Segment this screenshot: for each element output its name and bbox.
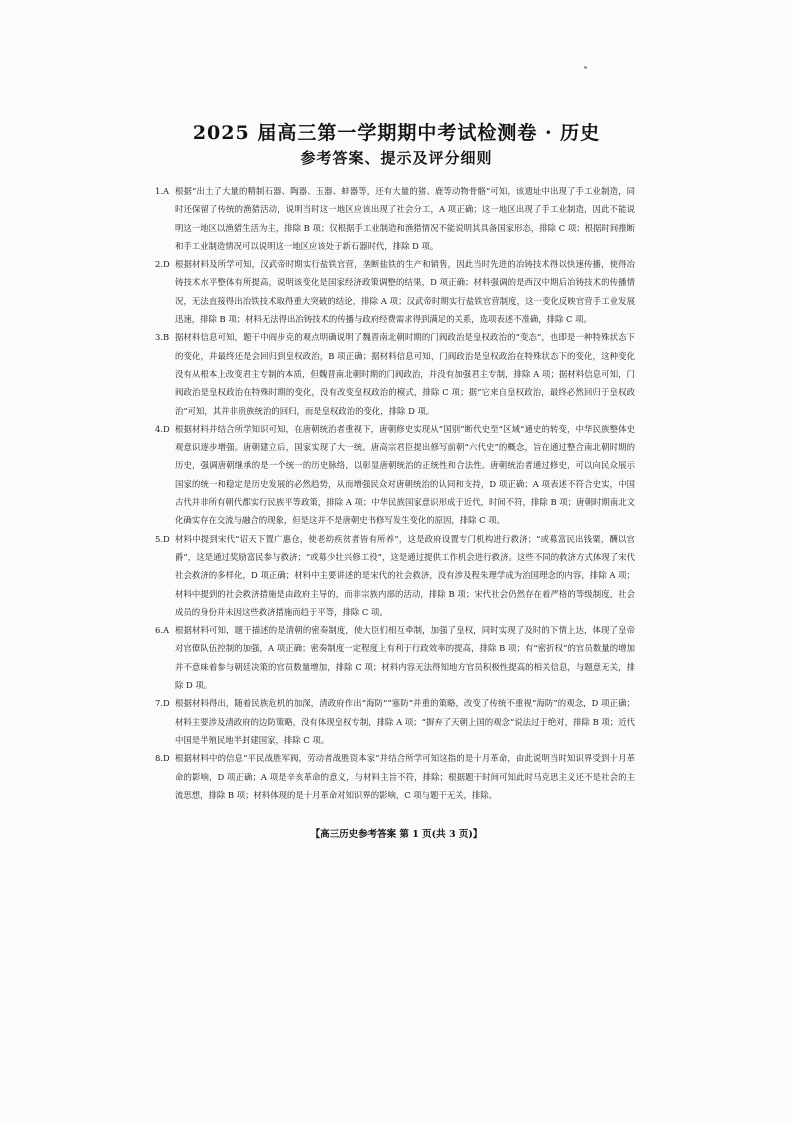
answer-number: 5.D xyxy=(155,533,170,544)
answer-text: 据材料信息可知，题干中阎步克的观点明确说明了魏晋南北朝时期的门阀政治是皇权政治的“变态”，也即是一种特殊状态下的变化，并最终还是会回归到皇权政治，B 项正确；据材料信息可知，门阀政治是皇权政治在特殊状态下的变化，这种变化没有从根本上改变君主专制的本质，但魏晋南北朝时期的门阀政治，并没有加强君主专制，排除 A 项；据材料信息可知，门阀政治是皇权政治在特殊时期的变化，没有改变皇权政治的模式，排除 C 项；据“它来自皇权政治，最终必然回归于皇权政治”可知，其并非贵族统治的回归，而是皇权政治的变化，排除 D 项。 xyxy=(175,332,635,416)
answer-number: 8.D xyxy=(155,753,170,764)
answer-text: 根据材料并结合所学知识可知，在唐朝统治者重视下，唐朝修史实现从“国别”断代史至“区域”通史的转变，中华民族整体史观意识逐步增强。唐朝建立后，国家实现了大一统。唐高宗君臣提出修写前朝“六代史”的概念，旨在通过整合南北朝时期的历史，强调唐朝继承的是一个统一的历史脉络，以彰显唐朝统治的正统性和合法性。唐朝统治者通过修史，可以向民众展示国家的统一和稳定是历史发展的必然趋势，从而增强民众对唐朝统治的认同和支持，D 项正确；A 项表述不符合史实，中国古代并非所有朝代都实行民族平等政策，排除 A 项；中华民族国家意识形成于近代，时间不符，排除 B 项；唐朝时期南北文化确实存在交流与融合的现象，但是这并不是唐朝史书修写发生变化的原因，排除 C 项。 xyxy=(175,423,635,526)
answer-text: 根据材料可知，题干描述的是清朝的密奏制度，使大臣们相互牵制，加强了皇权，同时实现了及时的下情上达，体现了皇帝对官僚队伍控制的加强，A 项正确；密奏制度一定程度上有利于行政效率的提高，排除 B 项；有“密折权”的官员数量的增加并不意味着参与朝廷决策的官员数量增加，排除 C 项；材料内容无法得知地方官员积极性提高的相关信息，与题意无关，排除 D 项。 xyxy=(175,625,635,691)
answer-text: 根据“出土了大量的精制石器、陶器、玉器、蚌器等，还有大量的猪、鹿等动物骨骼”可知，该遗址中出现了手工业制造，同时还保留了传统的渔猎活动，说明当时这一地区应该出现了社会分工，A 项正确；这一地区出现了手工业制造，因此不能说明这一地区以渔猎生活为主，排除 B 项；仅根据手工业制造和渔猎情况不能说明其具备国家形态，排除 C 项；根据时间推断和手工业制造情况可以说明这一地区应该处于新石器时代，排除 D 项。 xyxy=(175,186,635,251)
answer-item-6 xyxy=(155,621,635,694)
answer-number: 7.D xyxy=(155,698,170,709)
page-footer: 【高三历史参考答案 第 1 页(共 3 页)】 xyxy=(310,829,483,840)
answer-number: 1.A xyxy=(155,186,170,196)
answer-number: 4.D xyxy=(155,423,170,434)
answer-item-2 xyxy=(155,255,635,328)
answer-item-4 xyxy=(155,420,635,530)
answer-text: 根据材料得出，随着民族危机的加深，清政府作出“海防”“塞防”并重的策略，改变了传统不重视“海防”的观念，D 项正确；材料主要涉及清政府的边防策略，没有体现皇权专制，排除 A 项；“摒弃了天朝上国的观念”说法过于绝对，排除 B 项；近代中国是半殖民地半封建国家，排除 C 项。 xyxy=(175,698,635,745)
answer-text: 材料中提到宋代“诏天下置广惠仓，使老幼疾贫者皆有所养”，这是政府设置专门机构进行救济；“或募富民出钱粟，酬以官爵”，这是通过奖励富民参与救济；“或募少壮兴修工役”，这是通过提供工作机会进行救济。这些不同的救济方式体现了宋代社会救济的多样化，D 项正确；材料中主要讲述的是宋代的社会救济，没有涉及程朱理学成为治国理念的内容，排除 A 项；材料中提到的社会救济措施是由政府主导的，而非宗族内部的活动，排除 B 项；宋代社会仍然存在着严格的等级制度，社会成员的身份并未因这些救济措施而趋于平等，排除 C 项。 xyxy=(175,533,635,617)
answer-number: 2.D xyxy=(155,259,170,270)
page-title: 2025 届高三第一学期期中考试检测卷 · 历史 xyxy=(192,122,601,144)
answer-number: 6.A xyxy=(155,625,170,636)
answer-list xyxy=(155,182,635,804)
answer-item-8 xyxy=(155,749,635,804)
answer-text: 根据材料及所学可知，汉武帝时期实行盐铁官营，垄断盐铁的生产和销售，因此当时先进的冶铸技术得以快速传播，使得冶铸技术水平整体有所提高，说明该变化是国家经济政策调整的结果，D 项正确；材料强调的是西汉中期后冶铸技术的传播情况，无法直接得出冶铁技术取得重大突破的结论，排除 A 项；汉武帝时期实行盐铁官营制度，这一变化反映官营手工业发展迅速，排除 B 项；材料无法得出冶铸技术的传播与政府经费需求得到满足的关系，选项表述不准确，排除 C 项。 xyxy=(175,259,635,325)
scan-speck xyxy=(584,66,587,69)
page-subtitle: 参考答案、提示及评分细则 xyxy=(300,149,493,167)
answer-item-3 xyxy=(155,328,635,419)
answer-item-5 xyxy=(155,530,635,621)
answer-number: 3.B xyxy=(155,332,170,343)
answer-item-1 xyxy=(155,182,635,255)
answer-item-7 xyxy=(155,694,635,749)
answer-text: 根据材料中的信息“平民战胜军阀，劳动者战胜资本家”并结合所学可知这指的是十月革命，由此说明当时知识界受到十月革命的影响，D 项正确；A 项是辛亥革命的意义，与材料主旨不符，排除；根据题干时间可知此时马克思主义还不是社会的主流思想，排除 B 项；材料体现的是十月革命对知识界的影响，C 项与题干无关，排除。 xyxy=(175,753,635,800)
